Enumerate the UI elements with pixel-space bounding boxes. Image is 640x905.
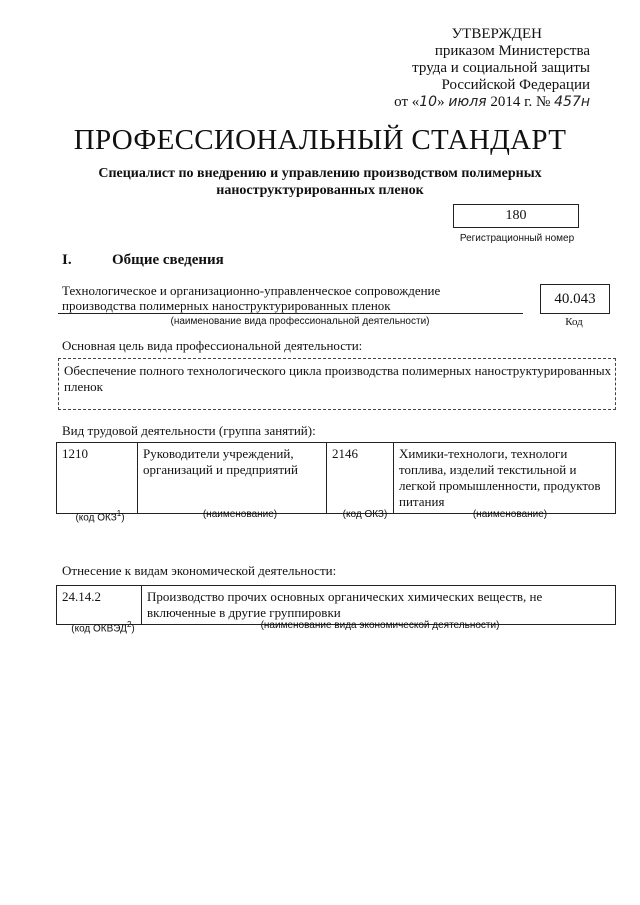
document-title: ПРОФЕССИОНАЛЬНЫЙ СТАНДАРТ xyxy=(73,124,567,156)
okz-code-2: 2146 xyxy=(327,443,394,514)
occupation-label: Вид трудовой деятельности (группа занятий): xyxy=(62,423,316,438)
okz-name-1-caption: (наименование) xyxy=(202,509,278,520)
approval-line-2: труда и социальной защиты xyxy=(412,60,590,76)
goal-text: Обеспечение полного технологического цикла производства полимерных наноструктурированных пленок xyxy=(64,363,612,394)
order-number: 457н xyxy=(554,94,590,110)
okved-code: 24.14.2 xyxy=(57,586,142,625)
okz-code-1-caption: (код ОКЗ$^1$) xyxy=(75,509,125,524)
activity-code-caption: Код xyxy=(565,316,583,328)
date-day: 10 xyxy=(419,94,438,110)
okz-name-2-caption: (наименование) xyxy=(472,509,548,520)
okved-name-caption: (наименование вида экономической деятельности) xyxy=(260,620,500,631)
okz-name-2: Химики-технологи, технологи топлива, изделий текстильной и легкой промышленности, продуктов питания xyxy=(394,443,616,514)
okved-code-caption: (код ОКВЭД$^2$) xyxy=(71,620,135,635)
approval-date-line: от «10» июля 2014 г. № 457н xyxy=(394,94,590,110)
section-heading xyxy=(62,252,224,269)
okz-code-2-caption: (код ОКЗ) xyxy=(342,509,388,520)
economic-table xyxy=(56,585,616,625)
section-number: I. xyxy=(62,252,72,268)
document-subtitle: Специалист по внедрению и управлению производством полимерных наноструктурированных пленок xyxy=(98,166,542,198)
table-row xyxy=(57,586,616,625)
date-prefix: от « xyxy=(394,94,420,110)
registration-caption: Регистрационный номер xyxy=(459,233,575,244)
table-row xyxy=(57,443,616,514)
activity-caption: (наименование вида профессиональной деятельности) xyxy=(170,316,430,327)
activity-code: 40.043 xyxy=(540,284,610,314)
economic-label: Отнесение к видам экономической деятельности: xyxy=(62,563,337,578)
okz-code-1: 1210 xyxy=(57,443,138,514)
occupation-table xyxy=(56,442,616,514)
okz-name-1: Руководители учреждений, организаций и предприятий xyxy=(138,443,327,514)
approval-line-3: Российской Федерации xyxy=(441,77,590,93)
approval-block xyxy=(380,26,590,111)
okved-name: Производство прочих основных органических химических веществ, не включенные в другие группировки xyxy=(142,586,616,625)
approval-line-1: приказом Министерства xyxy=(434,43,590,59)
date-month: июля xyxy=(448,94,487,110)
approval-title: УТВЕРЖДЕН xyxy=(451,26,542,42)
goal-label: Основная цель вида профессиональной деятельности: xyxy=(62,338,363,353)
activity-name: Технологическое и организационно-управленческое сопровождение производства полимерных наноструктурированных пленок xyxy=(62,283,441,313)
section-title: Общие сведения xyxy=(112,252,224,268)
date-year: 2014 г. № xyxy=(490,94,551,110)
activity-underline xyxy=(58,313,523,314)
registration-number: 180 xyxy=(453,204,579,228)
